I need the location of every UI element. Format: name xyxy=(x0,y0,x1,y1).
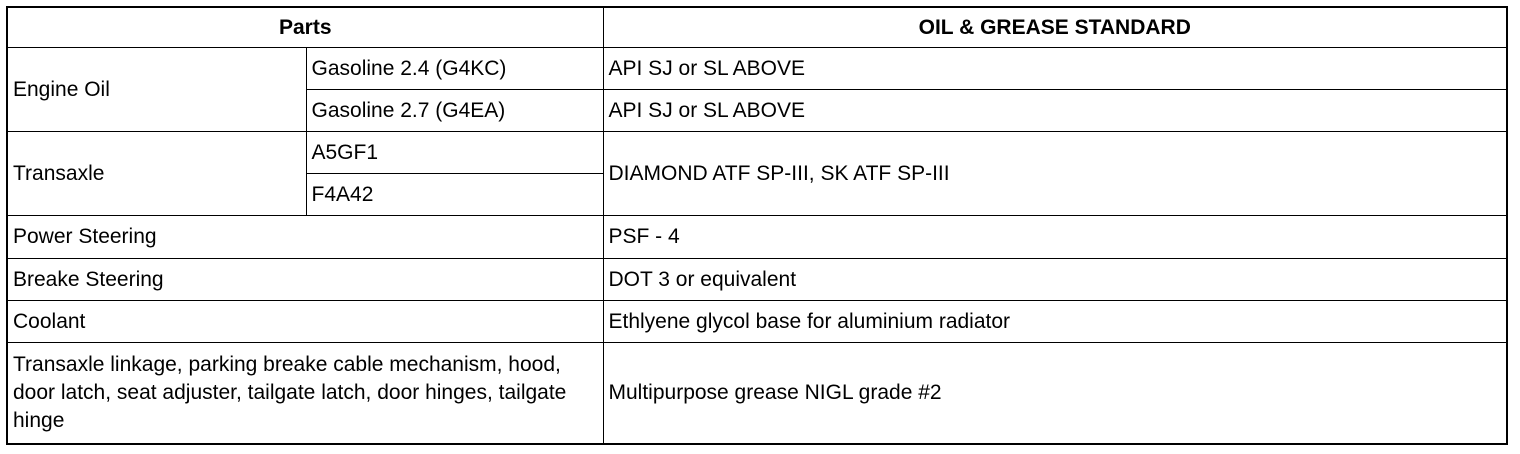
standard-transaxle: DIAMOND ATF SP-III, SK ATF SP-III xyxy=(603,132,1507,216)
table-row xyxy=(7,259,1507,301)
table-row xyxy=(7,216,1507,259)
part-engine-oil: Engine Oil xyxy=(7,48,306,132)
part-transaxle: Transaxle xyxy=(7,132,306,216)
table-row xyxy=(7,301,1507,343)
sub-part-a5gf1: A5GF1 xyxy=(306,132,603,174)
oil-grease-spec-table xyxy=(6,6,1508,445)
header-parts: Parts xyxy=(7,7,603,48)
standard-power-steering: PSF - 4 xyxy=(603,216,1507,259)
sub-part-f4a42: F4A42 xyxy=(306,174,603,216)
standard-transaxle-linkage: Multipurpose grease NIGL grade #2 xyxy=(603,343,1507,445)
part-transaxle-linkage: Transaxle linkage, parking breake cable mechanism, hood, door latch, seat adjuster, tailgate latch, door hinges, tailgate hinge xyxy=(7,343,603,445)
sub-part-gasoline-2-7: Gasoline 2.7 (G4EA) xyxy=(306,90,603,132)
part-coolant: Coolant xyxy=(7,301,603,343)
standard-engine-oil-2-4: API SJ or SL ABOVE xyxy=(603,48,1507,90)
table-header-row xyxy=(7,7,1507,48)
header-oil-grease-standard: OIL & GREASE STANDARD xyxy=(603,7,1507,48)
table-row xyxy=(7,132,1507,174)
sub-part-gasoline-2-4: Gasoline 2.4 (G4KC) xyxy=(306,48,603,90)
table-row xyxy=(7,48,1507,90)
part-breake-steering: Breake Steering xyxy=(7,259,603,301)
part-power-steering: Power Steering xyxy=(7,216,603,259)
standard-coolant: Ethlyene glycol base for aluminium radiator xyxy=(603,301,1507,343)
standard-engine-oil-2-7: API SJ or SL ABOVE xyxy=(603,90,1507,132)
table-row xyxy=(7,343,1507,445)
standard-breake-steering: DOT 3 or equivalent xyxy=(603,259,1507,301)
